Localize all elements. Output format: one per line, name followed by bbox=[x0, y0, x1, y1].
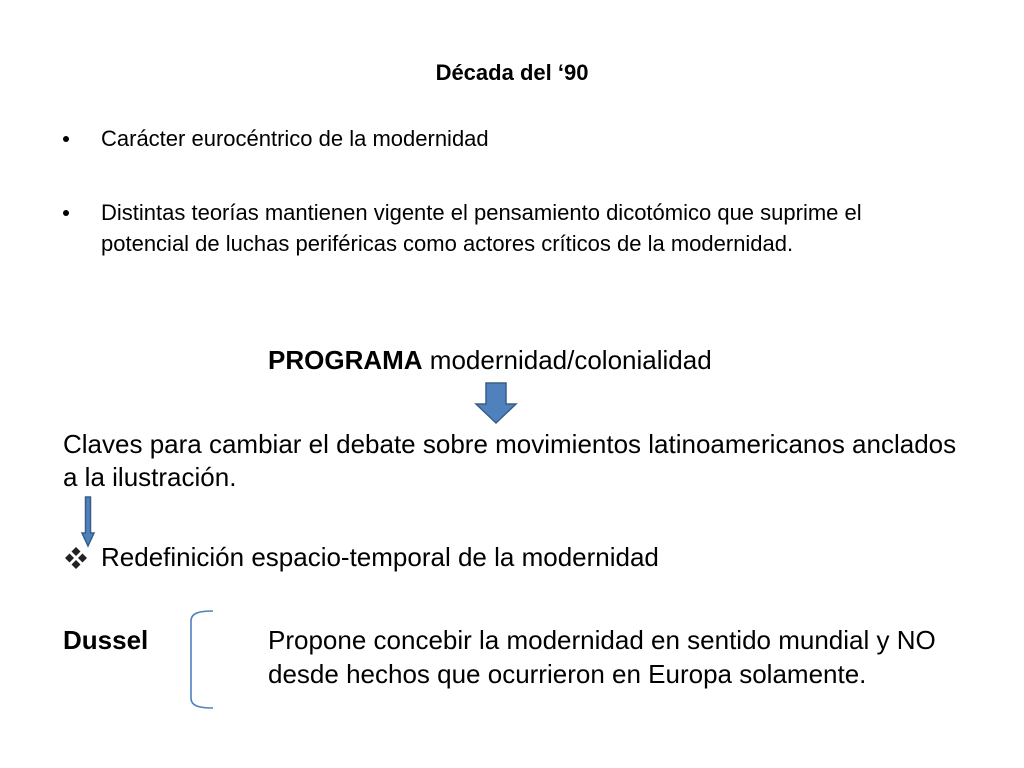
programa-label: PROGRAMA bbox=[268, 345, 423, 375]
dussel-description bbox=[268, 623, 936, 691]
dussel-description-line: desde hechos que ocurrieron en Europa solamente. bbox=[268, 659, 867, 689]
down-arrow-icon bbox=[476, 383, 516, 423]
claves-paragraph bbox=[63, 428, 956, 494]
slide-title: Década del ‘90 bbox=[435, 60, 589, 85]
bullet-text: Carácter eurocéntrico de la modernidad bbox=[101, 126, 489, 151]
left-bracket-icon bbox=[191, 611, 213, 708]
bullet-icon bbox=[63, 136, 69, 142]
thin-down-arrow-icon bbox=[82, 497, 94, 546]
bullet-item bbox=[101, 197, 862, 259]
bullet-icon bbox=[63, 210, 69, 216]
redefinicion-text: Redefinición espacio-temporal de la modernidad bbox=[101, 542, 659, 572]
claves-line: a la ilustración. bbox=[63, 462, 237, 492]
redefinicion-item bbox=[101, 541, 659, 574]
programa-subject: modernidad/colonialidad bbox=[429, 345, 712, 375]
dussel-description-line: Propone concebir la modernidad en sentido mundial y NO bbox=[268, 625, 936, 655]
bullet-text-line: potencial de luchas periféricas como actores críticos de la modernidad. bbox=[101, 231, 794, 256]
bullet-text-line: Distintas teorías mantienen vigente el pensamiento dicotómico que suprime el bbox=[101, 200, 862, 225]
claves-line: Claves para cambiar el debate sobre movimientos latinoamericanos anclados bbox=[63, 429, 957, 459]
bullet-item bbox=[101, 125, 489, 153]
programa-heading bbox=[268, 344, 712, 377]
dussel-label: Dussel bbox=[63, 625, 149, 655]
diamond-bullet-icon bbox=[65, 547, 87, 569]
